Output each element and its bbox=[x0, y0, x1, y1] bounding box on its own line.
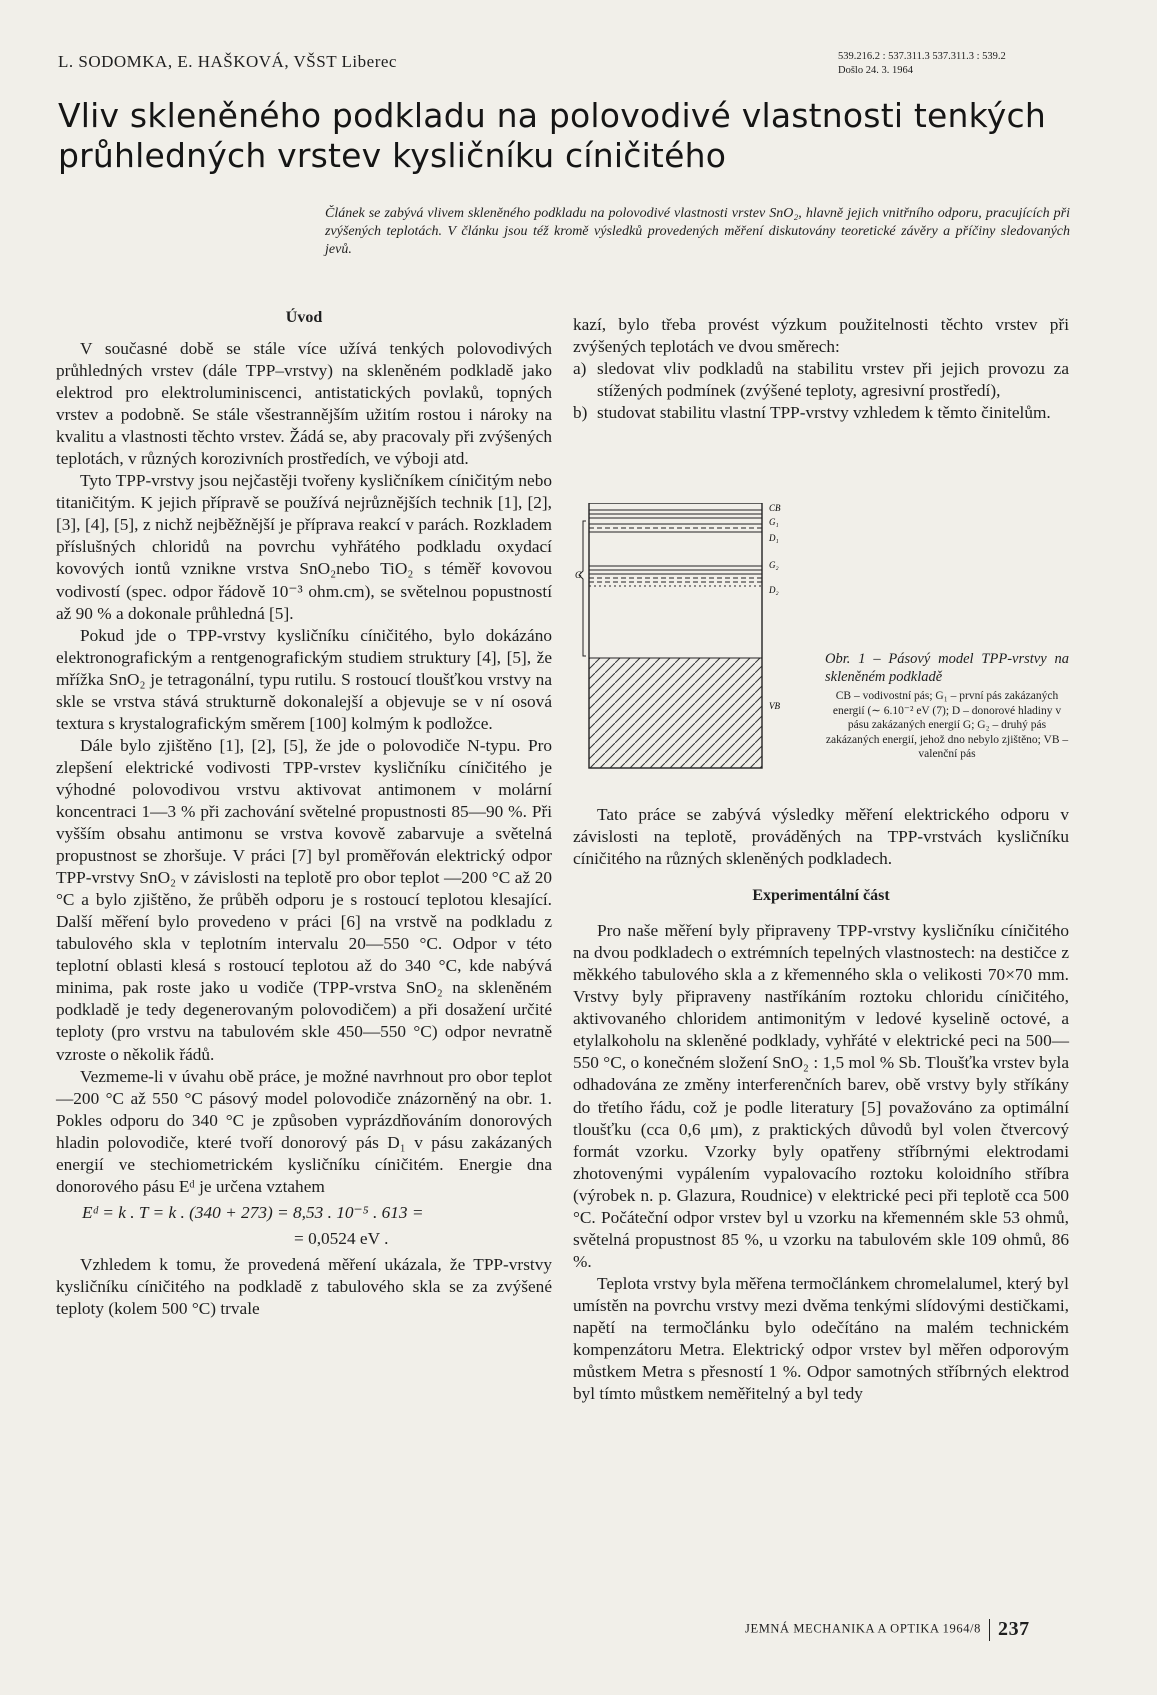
paragraph: Pro naše měření byly připraveny TPP-vrstvy kysličníku cíničitého na dvou podkladech o extrémních tepelných vlastnostech: na destičce z měkkého tabulového skla a z křemenného skla o velikosti 70×70 mm. Vrstvy byly připraveny nastříkáním roztoku chloridu cíničitého, aktivovaného chloridem antimonitým v ledové kyselině octové, a etylalkoholu na skleněné podklady, vyhřáté v elektrické peci na 500—550 °C, o konečném složení SnO₂ : 1,5 mol % Sb. Tloušťka vrstev byla odhadována ze změny interferenčních barev, obě vrstvy byly stříkány do třetího řádu, což je podle literatury [5] považováno za optimální tloušťku (cca 0,6 μm), z praktických důvodů byl volen čtvercový formát vzorku. Vzorky byly opatřeny stříbrnými elektrodami zhotovenými vypálením vypalovacího roztoku koloidního stříbra (výrobek n. p. Glazura, Roudnice) v elektrické peci při teplotě cca 500 °C. Počáteční odpor vrstev byl u vzorku na křemenném skle 53 ohmů, světelná propustnost 85 %, u vzorku na tabulovém skle 109 ohmů, 86 %. bbox=[573, 921, 1069, 1271]
right-column-bottom bbox=[573, 804, 1069, 1405]
section-heading-intro: Úvod bbox=[285, 309, 323, 326]
label-d1: D₁ bbox=[769, 533, 779, 543]
section-heading-experimental: Experimentální část bbox=[752, 887, 890, 905]
paragraph: Tyto TPP-vrstvy jsou nejčastěji tvořeny kysličníkem cíničitým nebo titaničitým. K jejich přípravě se používá nejrůznějších technik [1], [2], [3], [4], [5], z nichž nejběžnější je příprava reakcí v parách. Rozkladem příslušných chloridů na povrchu vyhřátého podkladu oxydací kovových iontů vznikne vrstva SnO₂nebo TiO₂ s téměř kovovou vodivostí (spec. odpor řádově 10⁻³ ohm.cm), se světelnou popustností až 90 % a dokonale průhledná [5]. bbox=[56, 471, 552, 623]
journal-name: JEMNÁ MECHANIKA A OPTIKA 1964/8 bbox=[745, 1621, 981, 1636]
figure-caption-title: Obr. 1 – Pásový model TPP-vrstvy na skleněném podkladě bbox=[825, 651, 1069, 685]
paragraph: Pokud jde o TPP-vrstvy kysličníku cíničitého, bylo dokázáno elektronografickým a rentgenografickým studiem struktury [4], [5], že mřížka SnO₂ je tetragonální, typu rutilu. S rostoucí tloušťkou vrstvy na skle se vrstva stává strukturně dokonalejší a objevuje se v ní osová textura s krystalografickým směrem [100] kolmým k podložce. bbox=[56, 625, 552, 733]
list-text: studovat stabilitu vlastní TPP-vrstvy vzhledem k těmto činitelům. bbox=[597, 403, 1051, 423]
label-cb: CB bbox=[769, 503, 781, 513]
received-date: Došlo 24. 3. 1964 bbox=[838, 65, 913, 76]
title-line-2: průhledných vrstev kysličníku cíničitého bbox=[58, 136, 727, 175]
page-footer bbox=[745, 1618, 1030, 1641]
donor-levels-d2 bbox=[589, 566, 762, 586]
paragraph: Vezmeme-li v úvahu obě práce, je možné navrhnout pro obor teplot —200 °C až 550 °C pásový model polovodiče znázorněný na obr. 1. Pokles odporu do 340 °C je způsoben vyprázdňováním donorových hladin polovodiče, které tvoří donorový pás D₁ v pásu zakázaných energií ve stechiometrickém kysličníku cíničitém. Energie dna donorového pásu Eᵈ je určena vztahem bbox=[56, 1066, 552, 1196]
conduction-band bbox=[589, 510, 762, 518]
donor-band-d1 bbox=[589, 524, 762, 532]
paragraph: V současné době se stále více užívá tenkých polovodivých průhledných vrstev (dále TPP–vrstvy) na skleněném podkladě jako elektrod pro elektroluminiscenci, antistatických povlaků, topných vrstev a podobně. Se stále všestrannějším užitím rostou i nároky na kvalitu a vlastnosti těchto vrstev. Žádá se, aby pracovaly při zvýšených teplotách, v různých korozivních prostředích, ve výboji atd. bbox=[56, 339, 552, 469]
footer-divider bbox=[989, 1619, 990, 1641]
figure-caption-body: CB – vodivostní pás; G₁ – první pás zakázaných energií (∼ 6.10⁻² eV (7); D – donorové hladiny v pásu zakázaných energií G; G₂ – druhý pás zakázaných energií, jehož dno nebylo zjištěno; VB – valenční pás bbox=[825, 690, 1069, 760]
article-title bbox=[58, 96, 1078, 176]
list-text: sledovat vliv podkladů na stabilitu vrstev při jejich provozu za stížených podmínek (zvýšené teploty, agresivní prostředí), bbox=[597, 359, 1069, 401]
page-number: 237 bbox=[997, 1618, 1030, 1640]
right-column-top bbox=[573, 314, 1069, 424]
list-item-a bbox=[573, 358, 1069, 402]
title-line-1: Vliv skleněného podkladu na polovodivé vlastnosti tenkých bbox=[58, 96, 1046, 135]
equation-line-1: Eᵈ = k . T = k . (340 + 273) = 8,53 . 10⁻⁵ . 613 = bbox=[82, 1202, 424, 1222]
paragraph: Teplota vrstvy byla měřena termočlánkem chromelalumel, který byl umístěn na povrchu vrstvy mezi dvěma tenkými slídovými destičkami, napětí na termočlánku bylo odečítáno na malém technickém kompenzátoru Metra. Elektrický odpor vrstev byl měřen odporovým můstkem Metra s přesností 1 %. Odpor samotných stříbrných elektrod byl tímto můstkem neměřitelný a byl tedy bbox=[573, 1273, 1069, 1404]
left-column bbox=[56, 308, 552, 1320]
list-label: b) bbox=[573, 403, 588, 423]
paragraph: Dále bylo zjištěno [1], [2], [5], že jde o polovodiče N-typu. Pro zlepšení elektrické vodivosti TPP-vrstev kysličníku cíničitého je výhodné polovodivou vrstvu aktivovat antimonem v molární koncentraci 1—3 % při zachování světelné propustnosti 85—90 %. Při vyšším obsahu antimonu se vrstva kovově zabarvuje a světelná propustnost se zhoršuje. V práci [7] byl proměřován elektrický odpor TPP-vrstvy SnO₂ v závislosti na teplotě pro obor teplot —200 °C až 20 °C a bylo zjištěno, že průběh odporu je s rostoucí teplotou klesající. Další měření bylo provedeno v práci [6] na vrstvě na podkladu z tabulového skla v teplotním intervalu 20—550 °C. Odpor v této teplotní oblasti klesá s rostoucí teplotou až do 340 °C, kde nabývá minima, pak roste jako u vodiče (TPP-vrstva SnO₂ na skleněném podkladě je tedy degenerovaným polovodičem) a při dosažení určité teploty (pro vrstvu na tabulovém skle 450—550 °C) odpor nevratně vzroste o několik řádů. bbox=[56, 735, 552, 1064]
figure-caption bbox=[825, 650, 1069, 762]
label-g2: G₂ bbox=[769, 560, 779, 570]
gap-bracket bbox=[579, 521, 586, 656]
article-meta bbox=[838, 50, 1006, 78]
authors: L. SODOMKA, E. HAŠKOVÁ, VŠST Liberec bbox=[58, 52, 397, 71]
label-d2: D₂ bbox=[769, 585, 779, 595]
abstract: Článek se zabývá vlivem skleněného podkladu na polovodivé vlastnosti vrstev SnO₂, hlavně jejich vnitřního odporu, pracujících při zvýšených teplotách. V článku jsou též kromě výsledků provedených měření diskutovány teoretické závěry a příčiny sledovaných jevů. bbox=[325, 206, 1070, 257]
valence-band bbox=[589, 658, 762, 768]
equation-line-2: = 0,0524 eV . bbox=[294, 1228, 389, 1248]
label-vb: VB bbox=[769, 701, 780, 711]
paragraph: Tato práce se zabývá výsledky měření elektrického odporu v závislosti na teplotě, prováděných na TPP-vrstvách kysličníku cíničitého na různých skleněných podkladech. bbox=[573, 805, 1069, 869]
paragraph: kazí, bylo třeba provést výzkum použitelnosti těchto vrstev při zvýšených teplotách ve dvou směrech: bbox=[573, 315, 1069, 357]
label-g1: G₁ bbox=[769, 517, 779, 527]
list-item-b bbox=[573, 402, 1069, 424]
paragraph: Vzhledem k tomu, že provedená měření ukázala, že TPP-vrstvy kysličníku cíničitého na podkladě z tabulového skla se za zvýšené teploty (kolem 500 °C) trvale bbox=[56, 1254, 552, 1319]
label-g: G bbox=[575, 570, 582, 580]
list-label: a) bbox=[573, 359, 587, 379]
udc-codes: 539.216.2 : 537.311.3 537.311.3 : 539.2 bbox=[838, 51, 1006, 62]
